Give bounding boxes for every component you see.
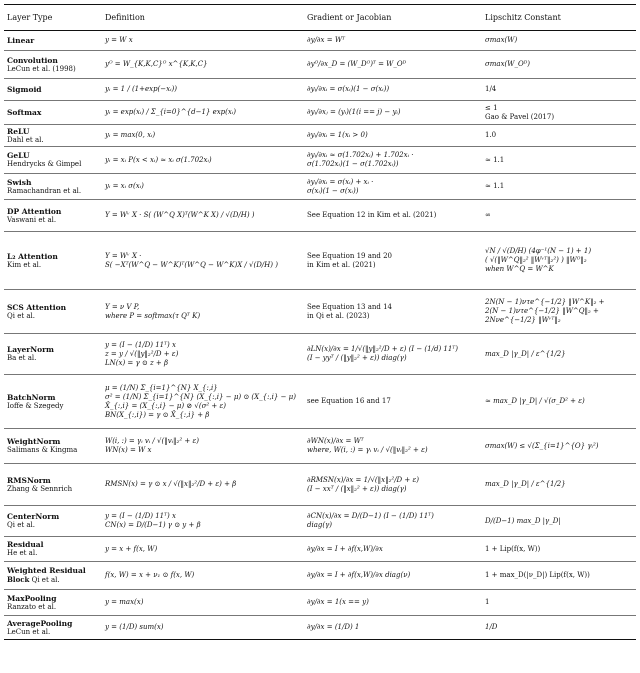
lipschitz-line: ≈ max_D |γ_D| / √(σ_D² + ε): [485, 397, 585, 405]
lipschitz-line: 1/D: [485, 623, 498, 631]
table-row: [4, 51, 636, 79]
header-definition: Definition: [102, 5, 304, 31]
definition-cell: [102, 464, 304, 506]
gradient-line: σ(1.702xᵢ)(1 − σ(1.702xᵢ)): [307, 160, 399, 168]
gradient-cell: [304, 375, 482, 429]
definition-line: y = max(x): [105, 598, 144, 606]
table-row: [4, 290, 636, 334]
layer-citation: He et al.: [7, 549, 38, 557]
lipschitz-cell: [482, 429, 636, 464]
gradient-line: ∂y/∂x = 1(x == y): [307, 598, 369, 606]
layer-citation: LeCun et al. (1998): [7, 64, 76, 73]
layer-cell: [4, 200, 102, 232]
definition-cell: [102, 232, 304, 290]
definition-line: y = (I − (1/D) 11ᵀ) x: [105, 340, 176, 349]
gradient-line: where, W(i, :) = γᵢ vᵢ / √(‖vᵢ‖₂² + ε): [307, 446, 428, 454]
lipschitz-line: D/(D−1) max_D |γ_D|: [485, 516, 561, 525]
gradient-line: See Equation 19 and 20: [307, 251, 393, 260]
definition-line: BN(X_{:,i}) = γ ⊙ X̂_{:,i} + β: [105, 410, 210, 419]
layer-citation: Ranzato et al.: [7, 602, 57, 611]
lipschitz-line: 2N(N − 1)ντe^{−1/2} ‖W^K‖₂ +: [485, 298, 605, 306]
definition-cell: [102, 147, 304, 174]
layer-cell: [4, 125, 102, 147]
lipschitz-line: max_D |γ_D| / ε^{1/2}: [485, 480, 566, 488]
table-row: [4, 101, 636, 125]
definition-line: yᵢ = max(0, xᵢ): [105, 131, 156, 139]
table-row: [4, 375, 636, 429]
layer-name: Convolution: [7, 55, 58, 65]
lipschitz-cell: [482, 232, 636, 290]
table-row: [4, 464, 636, 506]
lipschitz-line: ≈ 1.1: [485, 182, 505, 190]
layer-citation: Hendrycks & Gimpel: [7, 160, 82, 168]
gradient-line: ∂y/∂x = (1/D) 1: [307, 623, 360, 631]
gradient-cell: [304, 562, 482, 590]
lipschitz-cell: [482, 537, 636, 562]
table-row: [4, 590, 636, 616]
lipschitz-cell: [482, 31, 636, 51]
definition-line: yᵢ = exp(xᵢ) / Σ_{i=0}^{d−1} exp(xᵢ): [105, 108, 236, 116]
table-row: [4, 334, 636, 375]
layer-citation-text: Qi et al.: [31, 576, 60, 584]
layer-citation: Vaswani et al.: [7, 215, 57, 224]
gradient-line: in Kim et al. (2021): [307, 260, 376, 269]
gradient-cell: [304, 79, 482, 101]
layer-citation: Ioffe & Szegedy: [7, 401, 64, 410]
definition-line: y = W x: [105, 36, 133, 44]
lipschitz-line: ( √(‖W^Q‖₂² ‖Wᵛᵀ‖₂²) ) ‖Wᴼ‖₂: [485, 256, 587, 264]
gradient-cell: [304, 537, 482, 562]
layer-cell: [4, 174, 102, 200]
table-row: [4, 232, 636, 290]
definition-cell: [102, 31, 304, 51]
lipschitz-line: σmax(W): [485, 36, 518, 44]
layer-citation: LeCun et al.: [7, 627, 51, 636]
layer-citation: Qi et al.: [7, 521, 36, 529]
gradient-line: ∂yᵢ/∂xⱼ = (yᵢ)(1(i == j) − yᵢ): [307, 108, 401, 116]
table-row: [4, 537, 636, 562]
layer-name: BatchNorm: [7, 392, 56, 402]
layer-cell: [4, 51, 102, 79]
definition-line: yᴼ = W_{K,K,C}ᴼ x^{K,K,C}: [105, 60, 208, 68]
gradient-cell: [304, 464, 482, 506]
gradient-line: ∂RMSN(x)/∂x = 1/√(‖x‖₂²/D + ε): [307, 475, 419, 484]
definition-line: W(i, :) = γᵢ vᵢ / √(‖vᵢ‖₂² + ε): [105, 437, 199, 445]
layer-name: Sigmoid: [7, 85, 42, 94]
definition-cell: [102, 51, 304, 79]
definition-line: σ² = (1/N) Σ_{i=1}^{N} (X_{:,i} − μ) ⊙ (X_{:,i} − μ): [105, 392, 296, 401]
lipschitz-line: Gao & Pavel (2017): [485, 112, 555, 121]
definition-cell: [102, 375, 304, 429]
definition-line: y = x + f(x, W): [105, 544, 158, 553]
definition-cell: [102, 590, 304, 616]
layer-name: Swish: [7, 177, 32, 187]
gradient-line: ∂yᵢ/∂xᵢ = σ(xᵢ)(1 − σ(xᵢ)): [307, 85, 390, 93]
lipschitz-line: σmax(W) ≤ √(Σ_{i=1}^{O} γᵢ²): [485, 441, 599, 450]
layer-cell: [4, 590, 102, 616]
gradient-line: ∂y/∂x = Wᵀ: [307, 36, 345, 44]
gradient-line: See Equation 12 in Kim et al. (2021): [307, 211, 437, 219]
definition-cell: [102, 79, 304, 101]
lipschitz-line: 2(N − 1)ντe^{−1/2} ‖W^Q‖₂ +: [485, 307, 599, 315]
layer-cell: [4, 101, 102, 125]
definition-line: LN(x) = γ ⊙ z + β: [105, 358, 169, 367]
lipschitz-cell: [482, 464, 636, 506]
table-row: [4, 429, 636, 464]
layer-citation: Kim et al.: [7, 260, 42, 269]
table-row: [4, 31, 636, 51]
definition-line: yᵢ = 1 / (1+exp(−xᵢ)): [105, 85, 177, 93]
lipschitz-line: max_D |γ_D| / ε^{1/2}: [485, 349, 566, 358]
definition-line: Y = ν V P,: [105, 302, 140, 311]
lipschitz-cell: [482, 290, 636, 334]
layer-cell: [4, 464, 102, 506]
definition-line: yᵢ = xᵢ P(x < xᵢ) ≈ xᵢ σ(1.702xᵢ): [105, 155, 212, 164]
gradient-line: (I − yyᵀ / (‖y‖₂² + ε)) diag(γ): [307, 354, 407, 362]
lipschitz-line: 1 + max_D(|ν_D|) Lip(f(x, W)): [485, 571, 590, 579]
layer-name: Linear: [7, 36, 35, 45]
gradient-line: σ(xᵢ)(1 − σ(xᵢ)): [307, 186, 359, 195]
definition-line: μ = (1/N) Σ_{i=1}^{N} X_{:,i}: [105, 383, 218, 392]
layer-table: [4, 4, 636, 640]
layer-name: ReLU: [7, 126, 30, 136]
lipschitz-cell: [482, 616, 636, 640]
gradient-cell: [304, 616, 482, 640]
layer-citation: Ramachandran et al.: [7, 186, 82, 195]
lipschitz-cell: [482, 147, 636, 174]
lipschitz-line: 1/4: [485, 85, 497, 93]
lipschitz-cell: [482, 562, 636, 590]
layer-cell: [4, 562, 102, 590]
definition-line: RMSN(x) = γ ⊙ x / √(‖x‖₂²/D + ε) + β: [105, 480, 237, 488]
gradient-line: ∂yᵢ/∂xᵢ = 1(xᵢ > 0): [307, 131, 368, 139]
gradient-line: in Qi et al. (2023): [307, 311, 370, 320]
lipschitz-cell: [482, 125, 636, 147]
table-row: [4, 174, 636, 200]
gradient-cell: [304, 200, 482, 232]
gradient-line: ∂LN(x)/∂x = 1/√(‖y‖₂²/D + ε) (I − (1/d) 11ᵀ): [307, 345, 458, 353]
layer-citation: Ba et al.: [7, 354, 37, 362]
layer-citation: Qi et al.: [7, 311, 36, 320]
lipschitz-line: 1.0: [485, 131, 497, 139]
layer-name: Weighted Residual: [7, 566, 86, 575]
lipschitz-line: 1 + Lip(f(x, W)): [485, 544, 541, 553]
definition-cell: [102, 537, 304, 562]
gradient-cell: [304, 174, 482, 200]
gradient-cell: [304, 429, 482, 464]
header-lipschitz: Lipschitz Constant: [482, 5, 636, 31]
gradient-cell: [304, 31, 482, 51]
lipschitz-line: 1: [485, 598, 490, 606]
definition-cell: [102, 506, 304, 537]
definition-cell: [102, 616, 304, 640]
layer-cell: [4, 506, 102, 537]
gradient-line: See Equation 13 and 14: [307, 302, 393, 311]
gradient-cell: [304, 506, 482, 537]
table-row: [4, 506, 636, 537]
gradient-line: ∂y/∂x = I + ∂f(x,W)/∂x diag(ν): [307, 571, 411, 579]
definition-cell: [102, 174, 304, 200]
lipschitz-cell: [482, 200, 636, 232]
gradient-line: (I − xxᵀ / (‖x‖₂² + ε)) diag(γ): [307, 484, 407, 493]
layer-cell: [4, 79, 102, 101]
layer-name: L₂ Attention: [7, 251, 58, 261]
layer-name: DP Attention: [7, 206, 62, 216]
lipschitz-cell: [482, 590, 636, 616]
lipschitz-line: 2Nνe^{−1/2} ‖Wᵛᵀ‖₂: [485, 316, 561, 324]
gradient-cell: [304, 147, 482, 174]
lipschitz-line: ≈ 1.1: [485, 155, 505, 164]
lipschitz-cell: [482, 334, 636, 375]
layer-cell: [4, 290, 102, 334]
definition-cell: [102, 290, 304, 334]
lipschitz-cell: [482, 174, 636, 200]
lipschitz-line: ∞: [485, 211, 491, 219]
gradient-line: see Equation 16 and 17: [307, 397, 391, 405]
table-row: [4, 616, 636, 640]
lipschitz-cell: [482, 506, 636, 537]
layer-cell: [4, 31, 102, 51]
gradient-cell: [304, 290, 482, 334]
layer-name: Residual: [7, 540, 44, 549]
definition-line: X̂_{:,i} = (X_{:,i} − μ) ⊘ √(σ² + ε): [105, 401, 226, 410]
definition-line: WN(x) = W x: [105, 446, 152, 454]
layer-name: AveragePooling: [7, 618, 73, 628]
definition-line: yᵢ = xᵢ σ(xᵢ): [105, 182, 144, 190]
layer-cell: [4, 334, 102, 375]
definition-cell: [102, 429, 304, 464]
layer-citation: Zhang & Sennrich: [7, 484, 73, 493]
layer-cell: [4, 375, 102, 429]
layer-cell: [4, 429, 102, 464]
layer-name: MaxPooling: [7, 593, 57, 603]
definition-cell: [102, 200, 304, 232]
definition-line: where P = softmax(τ Qᵀ K): [105, 311, 201, 320]
lipschitz-cell: [482, 79, 636, 101]
definition-cell: [102, 101, 304, 125]
layer-cell: [4, 232, 102, 290]
table-row: [4, 125, 636, 147]
gradient-line: ∂yᵢ/∂xᵢ ≈ σ(1.702xᵢ) + 1.702xᵢ ·: [307, 151, 414, 159]
layer-name: SCS Attention: [7, 302, 67, 312]
gradient-cell: [304, 51, 482, 79]
definition-line: z = y / √(‖y‖₂²/D + ε): [105, 349, 179, 358]
gradient-cell: [304, 334, 482, 375]
header-row: [4, 5, 636, 31]
gradient-line: ∂CN(x)/∂x = D/(D−1) (I − (1/D) 11ᵀ): [307, 512, 434, 520]
gradient-cell: [304, 590, 482, 616]
definition-line: S( −Xᵀ(W^Q − W^K)ᵀ(W^Q − W^K)X / √(D/H) ): [105, 260, 278, 269]
lipschitz-cell: [482, 51, 636, 79]
lipschitz-line: when W^Q = W^K: [485, 265, 554, 273]
table-row: [4, 147, 636, 174]
lipschitz-line: ≤ 1: [485, 103, 498, 112]
layer-name: WeightNorm: [7, 437, 61, 446]
gradient-line: ∂WN(x)/∂x = Wᵀ: [307, 437, 364, 445]
layer-name-continued: Block: [7, 575, 30, 584]
definition-cell: [102, 125, 304, 147]
table-row: [4, 79, 636, 101]
lipschitz-line: σmax(W_Oᴰ): [485, 60, 530, 68]
layer-cell: [4, 147, 102, 174]
lipschitz-cell: [482, 375, 636, 429]
definition-cell: [102, 562, 304, 590]
definition-line: y = (1/D) sum(x): [105, 623, 164, 631]
gradient-cell: [304, 101, 482, 125]
lipschitz-line: √N / √(D/H) (4φ⁻¹(N − 1) + 1): [485, 247, 592, 255]
layer-cell: [4, 537, 102, 562]
table-row: [4, 200, 636, 232]
gradient-line: diag(γ): [307, 521, 333, 529]
definition-cell: [102, 334, 304, 375]
layer-name: GeLU: [7, 151, 30, 160]
gradient-line: ∂yᴼ/∂x_D = (W_Dᴼ)ᵀ = W_Oᴰ: [307, 60, 407, 68]
definition-line: CN(x) = D/(D−1) γ ⊙ y + β: [105, 521, 201, 529]
header-gradient: Gradient or Jacobian: [304, 5, 482, 31]
definition-line: f(x, W) = x + ν₁ ⊙ f(x, W): [105, 571, 195, 579]
layer-name: Softmax: [7, 108, 42, 117]
gradient-cell: [304, 125, 482, 147]
gradient-line: ∂y/∂x = I + ∂f(x,W)/∂x: [307, 544, 383, 553]
definition-line: y = (I − (1/D) 11ᵀ) x: [105, 512, 176, 520]
table-row: [4, 562, 636, 590]
lipschitz-cell: [482, 101, 636, 125]
layer-citation: Dahl et al.: [7, 135, 44, 144]
layer-name: RMSNorm: [7, 475, 51, 485]
gradient-cell: [304, 232, 482, 290]
layer-name: LayerNorm: [7, 345, 54, 354]
definition-line: Y = Wᵛ X · S( (W^Q X)ᵀ(W^K X) / √(D/H) ): [105, 211, 255, 219]
layer-name: CenterNorm: [7, 512, 60, 521]
header-layer-type: Layer Type: [4, 5, 102, 31]
layer-citation: [7, 575, 99, 585]
layer-cell: [4, 616, 102, 640]
gradient-line: ∂yᵢ/∂xᵢ = σ(xᵢ) + xᵢ ·: [307, 177, 374, 186]
layer-citation: Salimans & Kingma: [7, 446, 78, 454]
definition-line: Y = Wᵛ X ·: [105, 251, 142, 260]
